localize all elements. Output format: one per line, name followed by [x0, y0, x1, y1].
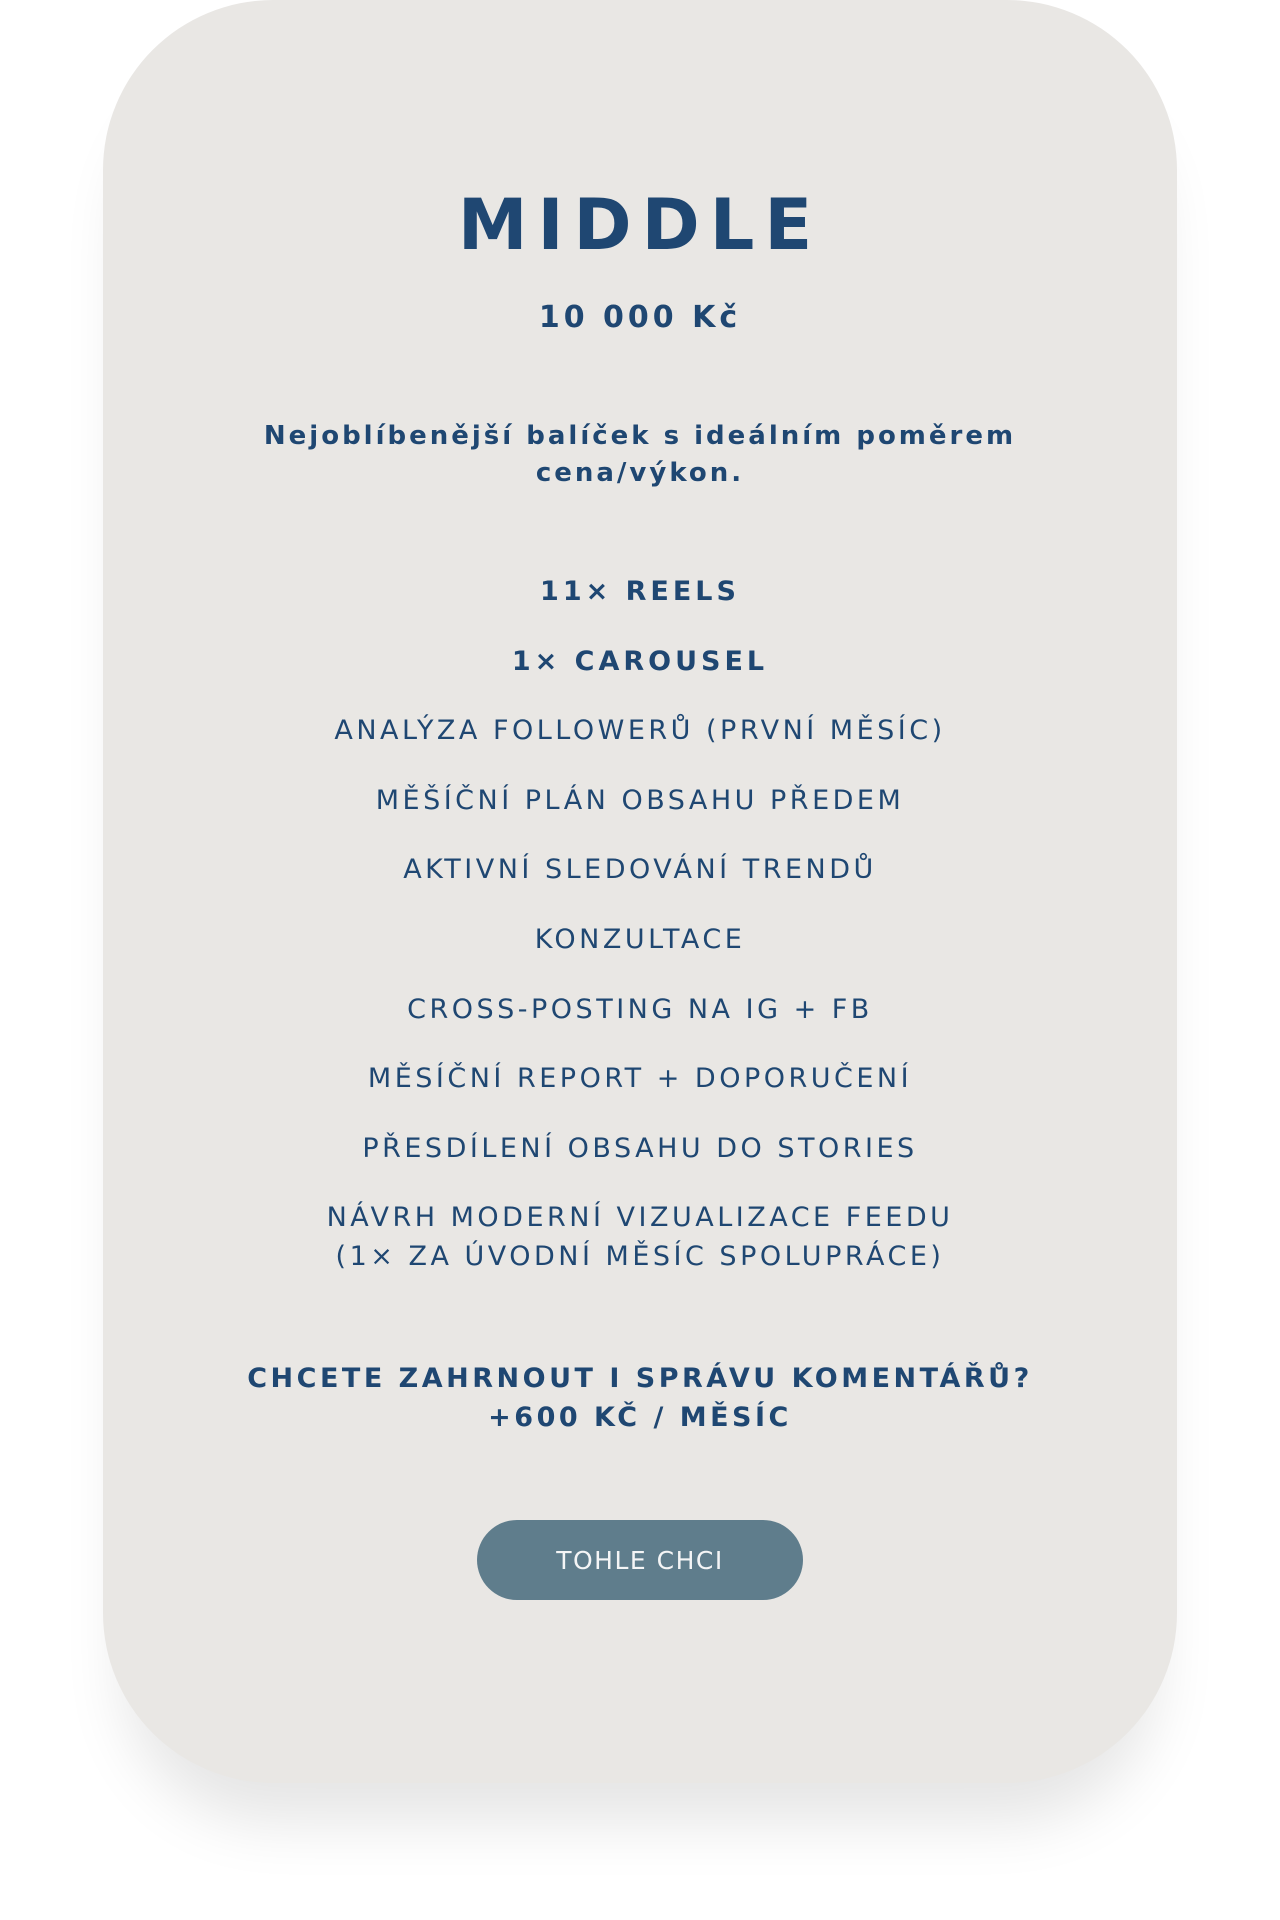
plan-tagline-line1: Nejoblíbenější balíček s ideálním poměrem: [263, 421, 1017, 451]
feature-feed-visualization: [103, 1198, 1177, 1276]
feature-feed-line2: (1× ZA ÚVODNÍ MĚSÍC SPOLUPRÁCE): [335, 1241, 945, 1273]
feature-trend-tracking: AKTIVNÍ SLEDOVÁNÍ TRENDŮ: [403, 854, 877, 886]
plan-title: MIDDLE: [457, 184, 823, 266]
addon-offer: [103, 1359, 1177, 1437]
feature-list: [103, 572, 1177, 1307]
feature-monthly-report: MĚSÍČNÍ REPORT + DOPORUČENÍ: [367, 1063, 913, 1095]
feature-feed-line1: NÁVRH MODERNÍ VIZUALIZACE FEEDU: [326, 1202, 954, 1234]
addon-price: +600 KČ / MĚSÍC: [488, 1402, 792, 1433]
select-plan-button[interactable]: TOHLE CHCI: [477, 1520, 803, 1600]
feature-monthly-plan: MĚŠÍČNÍ PLÁN OBSAHU PŘEDEM: [375, 784, 905, 816]
plan-tagline: [103, 418, 1177, 492]
pricing-card: [103, 0, 1177, 1783]
feature-reels: 11× REELS: [540, 576, 740, 607]
feature-follower-analysis: ANALÝZA FOLLOWERŮ (PRVNÍ MĚSÍC): [334, 715, 946, 747]
feature-carousel: 1× CAROUSEL: [511, 645, 769, 677]
feature-stories-sharing: PŘESDÍLENÍ OBSAHU DO STORIES: [362, 1132, 918, 1164]
addon-question: CHCETE ZAHRNOUT I SPRÁVU KOMENTÁŘŮ?: [247, 1363, 1033, 1394]
plan-tagline-line2: cena/výkon.: [535, 458, 745, 488]
plan-price: 10 000 Kč: [538, 300, 742, 335]
feature-consultation: KONZULTACE: [534, 923, 746, 955]
feature-cross-posting: CROSS-POSTING NA IG + FB: [407, 993, 873, 1025]
